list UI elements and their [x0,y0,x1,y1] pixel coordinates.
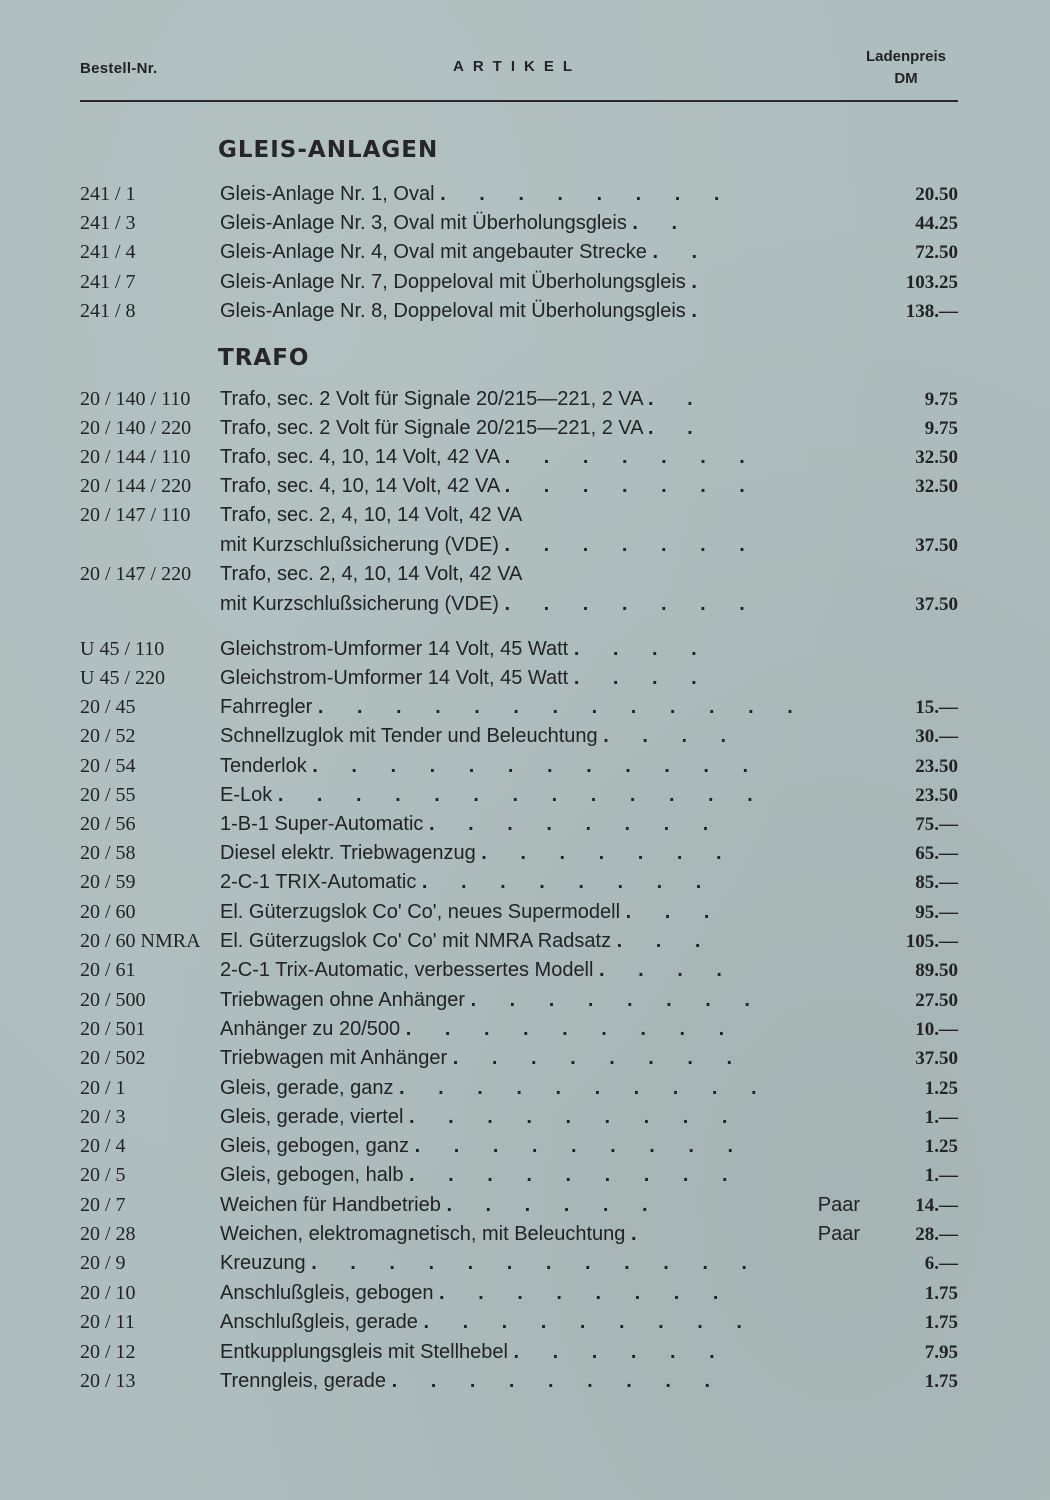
article-description [220,1191,850,1220]
list-item [0,1279,1050,1308]
order-number: 20 / 4 [80,1135,126,1157]
list-item [0,635,1050,664]
price-value: 9.75 [924,418,958,439]
dot-leader: . . . . . . . . . [408,1106,742,1128]
price-value: 1.75 [924,1312,958,1333]
article-description [220,1132,850,1161]
article-description [220,1308,850,1337]
list-item [0,1044,1050,1073]
list-item [0,693,1050,722]
article-description [220,501,850,530]
list-item [0,839,1050,868]
dot-leader: . . . . . . . [504,593,759,615]
dot-leader: . . [652,241,712,263]
list-item [0,898,1050,927]
list-item [0,443,1050,472]
order-number: 20 / 147 / 220 [80,563,192,585]
price-value: 95.— [915,902,958,923]
price-value: 72.50 [915,242,958,263]
list-item [0,1220,1050,1249]
list-item [0,986,1050,1015]
price-value: 1.— [924,1165,958,1186]
article-text: Anschlußgleis, gebogen [220,1282,434,1304]
article-text: Gleis-Anlage Nr. 8, Doppeloval mit Überholungsgleis [220,300,686,322]
article-text: Gleis, gerade, ganz [220,1077,394,1099]
article-text: Trafo, sec. 2 Volt für Signale 20/215—221, 2 VA [220,388,643,410]
list-item [0,590,1050,619]
article-text: Kreuzung [220,1252,306,1274]
article-description [220,180,850,209]
article-text: Trafo, sec. 2, 4, 10, 14 Volt, 42 VA [220,563,523,585]
price-value: 65.— [915,843,958,864]
order-number: 20 / 147 / 110 [80,504,191,526]
column-header-order-no: Bestell-Nr. [80,60,158,77]
order-number: 20 / 52 [80,725,136,747]
article-description [220,209,850,238]
list-item [0,1103,1050,1132]
article-description [220,1279,850,1308]
article-text: Gleis-Anlage Nr. 4, Oval mit angebauter Strecke [220,241,647,263]
dot-leader: . . . . . . . . [428,813,723,835]
article-text: Gleichstrom-Umformer 14 Volt, 45 Watt [220,638,569,660]
article-description [220,268,850,297]
dot-leader: . . . . . . . . . [423,1311,756,1333]
order-number: 20 / 140 / 220 [80,417,192,439]
price-value: 1.25 [924,1078,958,1099]
article-text: Trafo, sec. 4, 10, 14 Volt, 42 VA [220,446,500,468]
article-description [220,414,850,443]
price-value: 20.50 [915,184,958,205]
dot-leader: . . . . [603,725,741,747]
order-number: 20 / 60 NMRA [80,930,201,952]
dot-leader: . . [648,388,707,410]
dot-leader: . . . . [599,959,736,981]
price-value: 23.50 [915,756,958,777]
list-item [0,1367,1050,1396]
article-description [220,1074,850,1103]
order-number: 20 / 501 [80,1018,146,1040]
unit-label: Paar [817,1223,860,1245]
dot-leader: . . . . . . . [481,842,736,864]
dot-leader: . . . . . . . . [470,989,764,1011]
order-number: 20 / 11 [80,1311,135,1333]
section-title-gleis-anlagen: GLEIS-ANLAGEN [218,137,439,163]
article-description [220,1015,850,1044]
dot-leader: . . . . . . . [504,475,759,497]
article-text: Gleis, gebogen, ganz [220,1135,410,1157]
order-number: 20 / 45 [80,696,136,718]
article-text: Tenderlok [220,755,307,777]
list-item [0,1308,1050,1337]
list-item [0,956,1050,985]
article-description [220,1220,850,1249]
list-item [0,868,1050,897]
article-description [220,693,850,722]
list-item [0,297,1050,326]
article-text: Triebwagen mit Anhänger [220,1047,448,1069]
article-text: Anhänger zu 20/500 [220,1018,401,1040]
article-description [220,238,850,267]
list-item [0,472,1050,501]
dot-leader: . . . . [573,638,711,660]
article-text: 1-B-1 Super-Automatic [220,813,424,835]
list-item [0,560,1050,589]
article-description [220,839,850,868]
order-number: 241 / 1 [80,183,136,205]
dot-leader: . . . . . . [513,1341,729,1363]
dot-leader: . [691,300,711,322]
list-item [0,1015,1050,1044]
dot-leader: . . . . . . . . [421,871,716,893]
list-item [0,810,1050,839]
article-text: 2-C-1 Trix-Automatic, verbessertes Modell [220,959,594,981]
price-value: 23.50 [915,785,958,806]
order-number: 20 / 59 [80,871,136,893]
dot-leader: . . . . . . . . [439,1282,733,1304]
order-number: 20 / 10 [80,1282,136,1304]
article-text: Trafo, sec. 2, 4, 10, 14 Volt, 42 VA [220,504,523,526]
dot-leader: . . . . [573,667,711,689]
order-number: 20 / 28 [80,1223,136,1245]
dot-leader: . . . [616,930,715,952]
table-header [0,0,1050,110]
order-number: 20 / 61 [80,959,136,981]
order-number: 20 / 58 [80,842,136,864]
order-number: 20 / 9 [80,1252,126,1274]
column-header-price [846,46,966,90]
order-number: 20 / 144 / 220 [80,475,192,497]
header-rule [80,100,958,102]
list-item [0,1074,1050,1103]
list-item [0,531,1050,560]
list-item [0,752,1050,781]
article-description [220,1103,850,1132]
dot-leader: . . . . . . . . . [409,1164,742,1186]
list-item [0,1249,1050,1278]
list-item [0,238,1050,267]
dot-leader: . . . . . . . . [440,183,734,205]
article-text: mit Kurzschlußsicherung (VDE) [220,593,499,615]
price-value: 27.50 [915,990,958,1011]
dot-leader: . [630,1223,651,1245]
dot-leader: . . . . . . . . . . [399,1077,771,1099]
dot-leader: . . . . . . . [504,534,759,556]
article-text: Anschlußgleis, gerade [220,1311,418,1333]
order-number: 20 / 5 [80,1164,126,1186]
price-value: 1.— [924,1107,958,1128]
article-text: Gleis-Anlage Nr. 7, Doppeloval mit Überholungsgleis [220,271,686,293]
list-item [0,180,1050,209]
dot-leader: . . . . . . . . . [391,1370,725,1392]
article-description [220,927,850,956]
price-value: 138.— [905,301,958,322]
order-number: 20 / 7 [80,1194,126,1216]
order-number: 241 / 8 [80,300,136,322]
article-description [220,1249,850,1278]
article-text: Triebwagen ohne Anhänger [220,989,465,1011]
article-description [220,1338,850,1367]
article-description [220,868,850,897]
article-description [220,443,850,472]
article-description [220,531,850,560]
price-value: 75.— [915,814,958,835]
price-value: 6.— [924,1253,958,1274]
article-text: Gleis-Anlage Nr. 1, Oval [220,183,435,205]
article-text: mit Kurzschlußsicherung (VDE) [220,534,499,556]
article-text: El. Güterzugslok Co' Co' mit NMRA Radsatz [220,930,612,952]
price-value: 105.— [905,931,958,952]
price-value: 37.50 [915,1048,958,1069]
price-value: 1.75 [924,1371,958,1392]
order-number: 241 / 3 [80,212,136,234]
article-text: E-Lok [220,784,273,806]
list-item [0,268,1050,297]
list-item [0,501,1050,530]
order-number: 241 / 7 [80,271,136,293]
list-item [0,1191,1050,1220]
price-value: 32.50 [915,476,958,497]
order-number: 20 / 140 / 110 [80,388,191,410]
price-value: 103.25 [905,272,958,293]
column-header-article: ARTIKEL [453,58,581,75]
list-item [0,781,1050,810]
order-number: 20 / 56 [80,813,136,835]
price-value: 37.50 [915,594,958,615]
article-description [220,1161,850,1190]
order-number: 20 / 502 [80,1047,146,1069]
price-value: 30.— [915,726,958,747]
article-description [220,385,850,414]
price-header-line2: DM [894,70,918,87]
article-text: Fahrregler [220,696,313,718]
order-number: U 45 / 220 [80,667,165,689]
dot-leader: . . . [625,901,724,923]
order-number: 20 / 60 [80,901,136,923]
article-description [220,297,850,326]
price-header-line1: Ladenpreis [865,48,947,65]
order-number: 20 / 13 [80,1370,136,1392]
order-number: 20 / 54 [80,755,136,777]
article-text: Entkupplungsgleis mit Stellhebel [220,1341,508,1363]
order-number: 20 / 1 [80,1077,126,1099]
price-value: 44.25 [915,213,958,234]
article-text: Gleis, gerade, viertel [220,1106,404,1128]
article-text: Trenngleis, gerade [220,1370,387,1392]
article-description [220,810,850,839]
article-description [220,898,850,927]
article-text: 2-C-1 TRIX-Automatic [220,871,417,893]
section-title-trafo: TRAFO [218,345,310,371]
order-number: 20 / 144 / 110 [80,446,191,468]
article-description [220,956,850,985]
list-item [0,414,1050,443]
article-description [220,1367,850,1396]
dot-leader: . . . . . . . . [452,1047,747,1069]
dot-leader: . . . . . . . . . . . . [312,755,763,777]
order-number: 20 / 500 [80,989,146,1011]
price-value: 1.75 [924,1283,958,1304]
order-number: 20 / 55 [80,784,136,806]
article-description [220,635,850,664]
article-text: Trafo, sec. 4, 10, 14 Volt, 42 VA [220,475,500,497]
list-item [0,927,1050,956]
article-text: Schnellzuglok mit Tender und Beleuchtung [220,725,598,747]
article-description [220,472,850,501]
price-value: 37.50 [915,535,958,556]
dot-leader: . . . . . . . . . [414,1135,748,1157]
article-description [220,560,850,589]
list-item [0,1132,1050,1161]
article-text: Gleis, gebogen, halb [220,1164,404,1186]
article-text: Gleis-Anlage Nr. 3, Oval mit Überholungsgleis [220,212,627,234]
price-value: 32.50 [915,447,958,468]
price-value: 28.— [915,1224,958,1245]
unit-label: Paar [817,1194,860,1216]
price-value: 15.— [915,697,958,718]
dot-leader: . [691,271,711,293]
list-item [0,1161,1050,1190]
price-value: 1.25 [924,1136,958,1157]
article-description [220,722,850,751]
article-description [220,664,850,693]
order-number: 20 / 3 [80,1106,126,1128]
price-value: 85.— [915,872,958,893]
price-value: 89.50 [915,960,958,981]
article-description [220,1044,850,1073]
article-text: Weichen für Handbetrieb [220,1194,441,1216]
article-description [220,781,850,810]
article-description [220,986,850,1015]
list-item [0,664,1050,693]
article-text: Gleichstrom-Umformer 14 Volt, 45 Watt [220,667,569,689]
list-item [0,722,1050,751]
article-text: Weichen, elektromagnetisch, mit Beleuchtung [220,1223,626,1245]
dot-leader: . . . . . . . . . . . . . [317,696,807,718]
list-item [0,1338,1050,1367]
order-number: 20 / 12 [80,1341,136,1363]
order-number: U 45 / 110 [80,638,165,660]
article-description [220,752,850,781]
dot-leader: . . [632,212,692,234]
list-item [0,209,1050,238]
dot-leader: . . . . . . . . . [405,1018,739,1040]
dot-leader: . . . . . . . . . . . . . [277,784,767,806]
price-value: 10.— [915,1019,958,1040]
article-description [220,590,850,619]
order-number: 241 / 4 [80,241,136,263]
article-text: Diesel elektr. Triebwagenzug [220,842,476,864]
price-value: 9.75 [924,389,958,410]
price-value: 14.— [915,1195,958,1216]
article-text: Trafo, sec. 2 Volt für Signale 20/215—221, 2 VA [220,417,643,439]
dot-leader: . . . . . . [446,1194,662,1216]
article-text: El. Güterzugslok Co' Co', neues Supermodell [220,901,621,923]
list-item [0,385,1050,414]
dot-leader: . . . . . . . . . . . . [311,1252,761,1274]
dot-leader: . . [648,417,707,439]
price-value: 7.95 [924,1342,958,1363]
dot-leader: . . . . . . . [504,446,759,468]
